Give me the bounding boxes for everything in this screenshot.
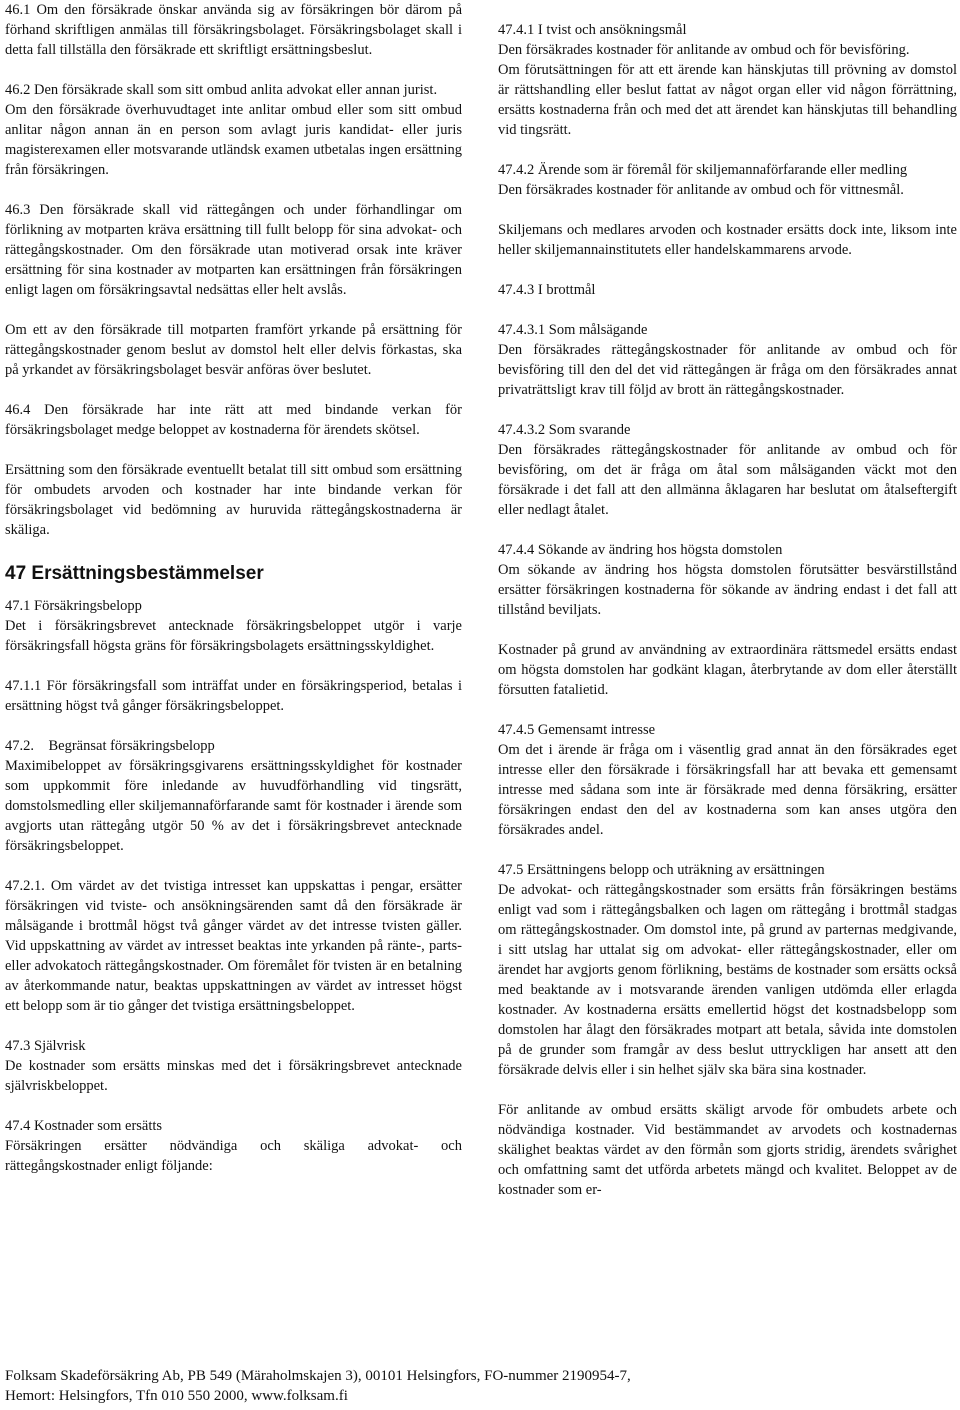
paragraph-47-4-4-continued: Kostnader på grund av användning av extraordinära rättsmedel ersätts endast om högsta domstolen har godkänt klagan, återbrytande av dom eller återställt försutten fatalietid.: [498, 642, 957, 698]
subheading-47-5: 47.5 Ersättningens belopp och uträkning av ersättningen: [498, 862, 825, 878]
subheading-47-4-3-1: 47.4.3.1 Som målsägande: [498, 322, 648, 338]
subheading-47-4-2: 47.4.2 Ärende som är föremål för skiljemannaförfarande eller medling: [498, 162, 908, 178]
paragraph-47-4-5: Om det i ärende är fråga om i väsentlig grad annat än den försäkrades eget intresse eller den försäkrade i försäkringsfall har att bevaka ett gemensamt intresse med sådana som inte är försäkrade med denna försäkring, ersätter försäkringen endast den del av kostnaderna som kan anses utgöra den försäkrades andel.: [498, 742, 957, 838]
paragraph-47-1: Det i försäkringsbrevet antecknade försäkringsbeloppet utgör i varje försäkringsfall högsta gräns för försäkringsbolagets ersättningsskyldighet.: [5, 618, 462, 654]
subheading-47-4-4: 47.4.4 Sökande av ändring hos högsta domstolen: [498, 542, 783, 558]
footer-company-line: Folksam Skadeförsäkring Ab, PB 549 (Märaholmskajen 3), 00101 Helsingfors, FO-nummer 2190954-7,: [5, 1368, 631, 1384]
paragraph-46-2: 46.2 Den försäkrade skall som sitt ombud anlita advokat eller annan jurist.: [5, 82, 438, 98]
section-heading-47: 47 Ersättningsbestämmelser: [5, 563, 264, 584]
paragraph-47-4-3-1: Den försäkrades rättegångskostnader för anlitande av ombud och för bevisföring till den del det vid rättegången är fråga om den försäkrades annat privaträttsligt krav till följd av brott än rättegångskostnader.: [498, 342, 957, 398]
subheading-47-1: 47.1 Försäkringsbelopp: [5, 598, 142, 614]
footer-contact-line: Hemort: Helsingfors, Tfn 010 550 2000, www.folksam.fi: [5, 1388, 348, 1404]
paragraph-47-5-continued: För anlitande av ombud ersätts skäligt arvode för ombudets arbete och nödvändiga kostnader. Vid bestämmandet av arvodets och kostnadernas skälighet beaktas värdet av den förmån som gjorts stridig, ärendets svårighet och omfattning samt det utförda arbetets mängd och kvalitet. Beloppet av de kostnader som er-: [498, 1102, 957, 1198]
paragraph-46-2-continued: Om den försäkrade överhuvudtaget inte anlitar ombud eller som sitt ombud anlitar någon annan än en person som avlagt juris kandidat- eller juris magisterexamen eller motsvarande utländsk examen utbetalas ingen ersättning från försäkringen.: [5, 102, 462, 178]
subheading-47-4: 47.4 Kostnader som ersätts: [5, 1118, 163, 1134]
subheading-47-4-3: 47.4.3 I brottmål: [498, 282, 596, 298]
paragraph-46-1: 46.1 Om den försäkrade önskar använda sig av försäkringen bör därom på förhand skriftligen anmälas till försäkringsbolaget. Försäkringsbolaget skall i detta fall tillställa den försäkrade ett skriftligt ersättningsbeslut.: [5, 2, 462, 58]
paragraph-47-4-3-2: Den försäkrades rättegångskostnader för anlitande av ombud och för bevisföring, om det är fråga om åtal som målsäganden väckt mot den försäkrade i det fall att den allmänna åklagaren har beslutat om åtalseftergift eller nedlagt åtalet.: [498, 442, 957, 518]
page-footer: [5, 1366, 955, 1406]
subheading-47-4-5: 47.4.5 Gemensamt intresse: [498, 722, 656, 738]
paragraph-47-5: De advokat- och rättegångskostnader som ersätts från försäkringen bestäms enligt vad som i rättegångsbalken och lagen om rättegång i brottmål stadgas om rättegångskostnader. Om domstol inte, på grund av parternas medgivande, i sitt utslag har uttalat sig om advokat- eller rättegångskostnader, eller om ärendet har avgjorts genom förlikning, bestäms de kostnader som ersätts också med beaktande av i motsvarande ärenden vanligen utdömda eller erlagda kostnader. Av kostnaderna ersätts emellertid högst det kostnadsbelopp som domstolen har ålagt den försäkrades motpart att betala, såvida inte domstolen på de grunder som framgår av dess beslut uttryckligen har ansett att den försäkrade delvis eller i sin helhet själv ska bära sina kostnader.: [498, 882, 957, 1078]
paragraph-47-2: Maximibeloppet av försäkringsgivarens ersättningsskyldighet för kostnader som uppkommit före inledande av huvudförhandling vid tingsrätt, domstolsmedling eller skiljemannaförfarande samt för kostnader i ärende som avgjorts utan rättegång utgör 50 % av det i försäkringsbrevet antecknade försäkringsbeloppet.: [5, 758, 462, 854]
right-column: [498, 0, 957, 1200]
paragraph-47-4: Försäkringen ersätter nödvändiga och skäliga advokat- och rättegångskostnader enligt följande:: [5, 1138, 462, 1174]
paragraph-46-4: 46.4 Den försäkrade har inte rätt att med bindande verkan för försäkringsbolaget medge beloppet av kostnaderna för ärendets skötsel.: [5, 402, 462, 438]
subheading-47-4-3-2: 47.4.3.2 Som svarande: [498, 422, 631, 438]
subheading-47-2: 47.2. Begränsat försäkringsbelopp: [5, 738, 215, 754]
paragraph-47-4-1: Den försäkrades kostnader för anlitande av ombud och för bevisföring.: [498, 42, 910, 58]
paragraph-47-4-2-continued: Skiljemans och medlares arvoden och kostnader ersätts dock inte, liksom inte heller skiljemannainstitutets eller handelskammarens arvode.: [498, 222, 957, 258]
subheading-47-3: 47.3 Självrisk: [5, 1038, 86, 1054]
paragraph-47-4-2: Den försäkrades kostnader för anlitande av ombud och för vittnesmål.: [498, 182, 904, 198]
paragraph-46-3: 46.3 Den försäkrade skall vid rättegången och under förhandlingar om förlikning av motparten kräva ersättning till fullt belopp för sina advokat- och rättegångskostnader. Om den försäkrade utan motiverad orsak inte kräver ersättning för sina kostnader av motparten kan ersättningen från försäkringen enligt lagen om försäkringsavtal nedsättas eller helt avslås.: [5, 202, 462, 298]
paragraph-47-3: De kostnader som ersätts minskas med det i försäkringsbrevet antecknade självriskbeloppet.: [5, 1058, 462, 1094]
paragraph-46-3-continued: Om ett av den försäkrade till motparten framfört yrkande på ersättning för rättegångskostnader genom beslut av domstol helt eller delvis förkastas, ska på yrkandet av försäkringsbolaget besvär anföras över beslutet.: [5, 322, 462, 378]
left-column: [5, 0, 462, 1176]
paragraph-47-2-1: 47.2.1. Om värdet av det tvistiga intresset kan uppskattas i pengar, ersätter försäkringen vid tviste- och ansökningsärenden samt då den försäkrade är målsägande i brottmål högst två gånger värdet av det intresse tvisten gäller. Vid uppskattning av värdet av intresset beaktas inte yrkanden på ränte-, parts- eller advokatoch rättegångskostnader. Om föremålet för tvisten är en betalning av återkommande natur, beaktas uppskattningen av värdet av intresset högst ett belopp som är tio gånger det tvistiga ersättningsbeloppet.: [5, 878, 462, 1014]
subheading-47-4-1: 47.4.1 I tvist och ansökningsmål: [498, 22, 687, 38]
paragraph-47-4-4: Om sökande av ändring hos högsta domstolen förutsätter besvärstillstånd ersätter försäkringen kostnaderna för sökande av ändring endast i det fall att tillstånd beviljats.: [498, 562, 957, 618]
paragraph-46-4-continued: Ersättning som den försäkrade eventuellt betalat till sitt ombud som ersättning för ombudets arvoden och kostnader har inte bindande verkan för försäkringsbolaget vid bedömning av huruvida rättegångskostnaderna är skäliga.: [5, 462, 462, 538]
paragraph-47-4-1-continued: Om förutsättningen för att ett ärende kan hänskjutas till prövning av domstol är rättshandling eller beslut fattat av något organ eller vid någon förrättning, ersätts kostnaderna från och med det att ärendet kan hänskjutas till behandling vid tingsrätt.: [498, 62, 957, 138]
paragraph-47-1-1: 47.1.1 För försäkringsfall som inträffat under en försäkringsperiod, betalas i ersättning högst två gånger försäkringsbeloppet.: [5, 678, 462, 714]
